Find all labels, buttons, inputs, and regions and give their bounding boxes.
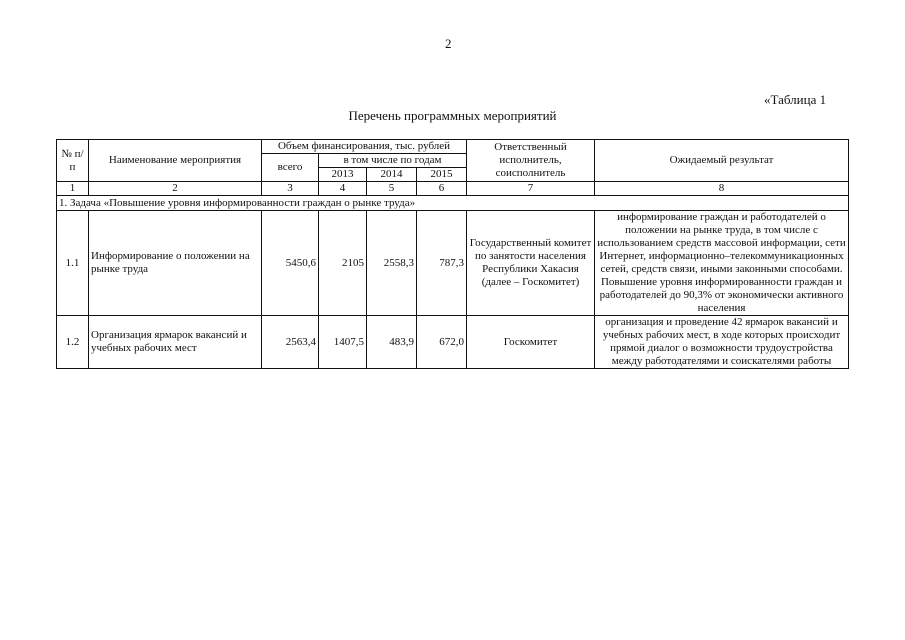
header-result: Ожидаемый результат [595,140,849,182]
table-title: Перечень программных мероприятий [348,108,557,123]
row-number: 1.2 [57,316,89,369]
column-number: 1 [57,182,89,196]
section-row [57,196,849,211]
column-number: 5 [367,182,417,196]
funding-2015: 672,0 [417,316,467,369]
column-number: 6 [417,182,467,196]
header-year-2013: 2013 [319,168,367,182]
funding-2014: 483,9 [367,316,417,369]
funding-2013: 2105 [319,211,367,316]
column-number: 2 [89,182,262,196]
activity-name: Информирование о положении на рынке труда [89,211,262,316]
header-by-years: в том числе по годам [319,154,467,168]
funding-total: 5450,6 [262,211,319,316]
header-responsible: Ответственный исполнитель, соисполнитель [467,140,595,182]
header-name: Наименование мероприятия [89,140,262,182]
column-number: 4 [319,182,367,196]
funding-total: 2563,4 [262,316,319,369]
program-activities-table [56,139,849,369]
header-year-2014: 2014 [367,168,417,182]
column-number: 8 [595,182,849,196]
expected-result: организация и проведение 42 ярмарок вакансий и учебных рабочих мест, в ходе которых происходит прямой диалог о возможности трудоустройства между работодателями и соискателями работы [595,316,849,369]
header-funding: Объем финансирования, тыс. рублей [262,140,467,154]
activity-name: Организация ярмарок вакансий и учебных рабочих мест [89,316,262,369]
table-row [57,211,849,316]
header-num: № п/п [57,140,89,182]
responsible-executor: Государственный комитет по занятости населения Республики Хакасия (далее – Госкомитет) [467,211,595,316]
table-reference: «Таблица 1 [764,92,827,107]
column-number-row [57,182,849,196]
column-number: 3 [262,182,319,196]
expected-result: информирование граждан и работодателей о положении на рынке труда, в том числе с использованием средств массовой информации, сети Интернет, информационно–телекоммуникационных сетей, средств связи, иными законными способами. Повышение уровня информированности граждан и работодателей до 90,3% от экономически активного населения [595,211,849,316]
table-row [57,316,849,369]
header-year-2015: 2015 [417,168,467,182]
page-number: 2 [445,36,452,51]
column-number: 7 [467,182,595,196]
section-title: 1. Задача «Повышение уровня информированности граждан о рынке труда» [57,196,849,211]
funding-2013: 1407,5 [319,316,367,369]
header-total: всего [262,154,319,182]
row-number: 1.1 [57,211,89,316]
funding-2015: 787,3 [417,211,467,316]
responsible-executor: Госкомитет [467,316,595,369]
funding-2014: 2558,3 [367,211,417,316]
